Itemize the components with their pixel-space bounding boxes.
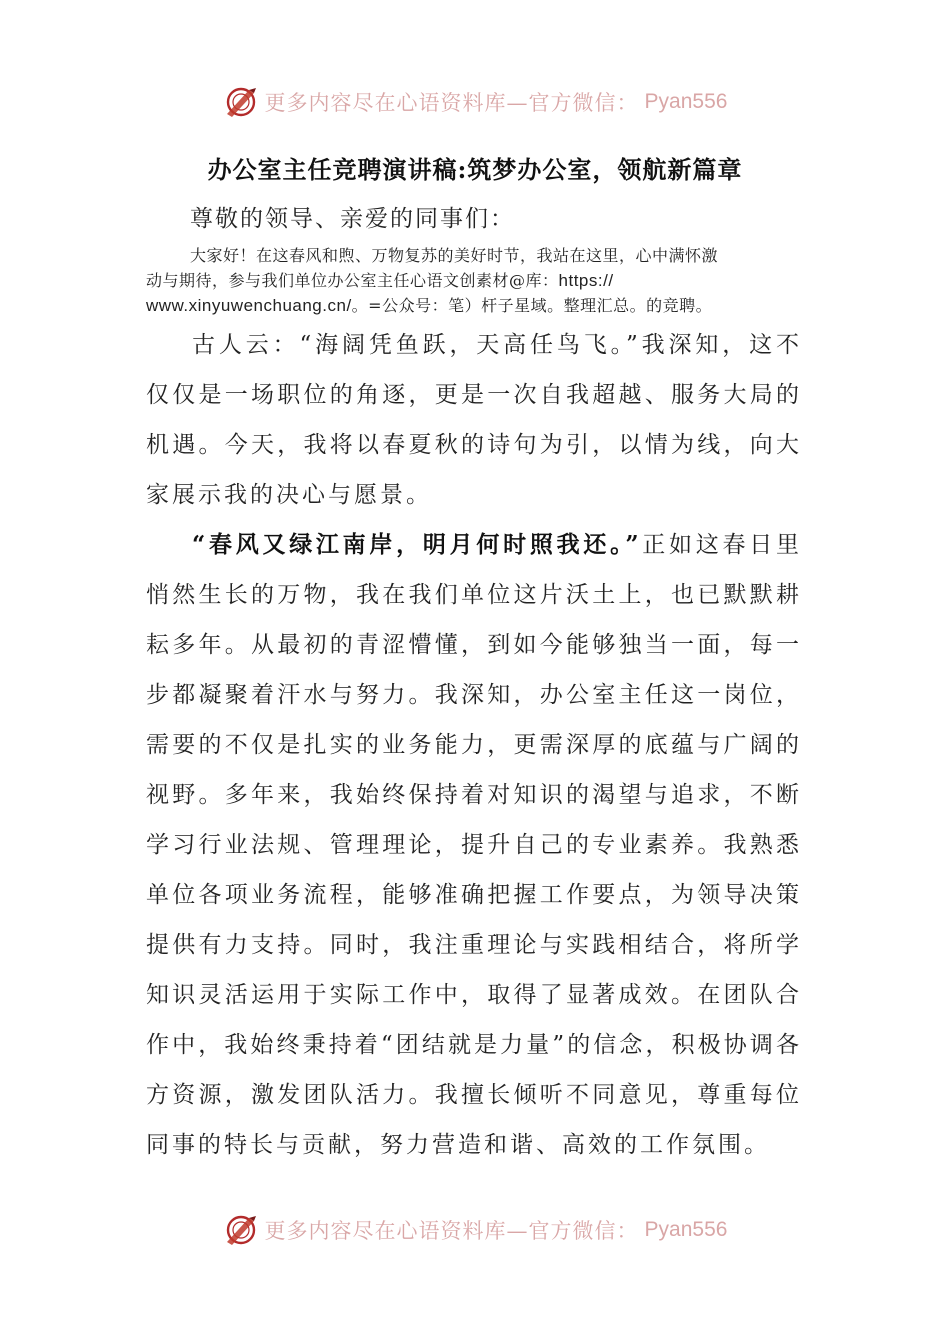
paragraph-2-text: 正如这春日里悄然生长的万物，我在我们单位这片沃土上，也已默默耕耘多年。从最初的青涩懵懂，到如今能够独当一面，每一步都凝聚着汗水与努力。我深知，办公室主任这一岗位，需要的不仅是扎实的业务能力，更需深厚的底蕴与广阔的视野。多年来，我始终保持着对知识的渴望与追求，不断学习行业法规、管理理论，提升自己的专业素养。我熟悉单位各项业务流程，能够准确把握工作要点，为领导决策提供有力支持。同时，我注重理论与实践相结合，将所学知识灵活运用于实际工作中，取得了显著成效。在团队合作中，我始终秉持着“团结就是力量”的信念，积极协调各方资源，激发团队活力。我擅长倾听不同意见，尊重每位同事的特长与贡献，努力营造和谐、高效的工作氛围。: [146, 532, 803, 1158]
banner-text: 更多内容尽在心语资料库—官方微信：: [264, 1219, 639, 1243]
pen-circle-logo-icon: [223, 84, 259, 120]
intro-line-3-text: 。=公众号：笔）杆子星域。整理汇总。的竞聘。: [351, 296, 713, 315]
paragraph-1: 古人云：“海阔凭鱼跃，天高任鸟飞。”我深知，这不仅仅是一场职位的角逐，更是一次自我超越、服务大局的机遇。今天，我将以春夏秋的诗句为引，以情为线，向大家展示我的决心与愿景。: [146, 332, 802, 508]
paragraph-2-quote: “春风又绿江南岸，明月何时照我还。”: [192, 531, 642, 558]
intro-paragraph: [146, 243, 806, 318]
banner-wechat-id: Pyan556: [644, 1218, 728, 1241]
greeting: 尊敬的领导、亲爱的同事们：: [190, 206, 515, 232]
banner-wechat-id: Pyan556: [644, 90, 728, 113]
intro-line-2-text: 动与期待，参与我们单位办公室主任心语文创素材@库：: [146, 271, 559, 290]
intro-line-1: 大家好！在这春风和煦、万物复苏的美好时节，我站在这里，心中满怀激: [190, 246, 719, 265]
intro-url-part-2: www.xinyuwenchuang.cn/: [146, 296, 352, 315]
banner-text: 更多内容尽在心语资料库—官方微信：: [264, 91, 639, 115]
footer-banner: [0, 1210, 950, 1250]
paragraph-2: [146, 520, 802, 1170]
pen-circle-logo-icon: [223, 1212, 259, 1248]
intro-url-part-1: https://: [558, 271, 614, 290]
intro-line-3: [146, 293, 806, 318]
document-title: 办公室主任竞聘演讲稿:筑梦办公室，领航新篇章: [207, 155, 743, 184]
intro-line-2: [146, 268, 806, 293]
header-banner: [0, 82, 950, 122]
